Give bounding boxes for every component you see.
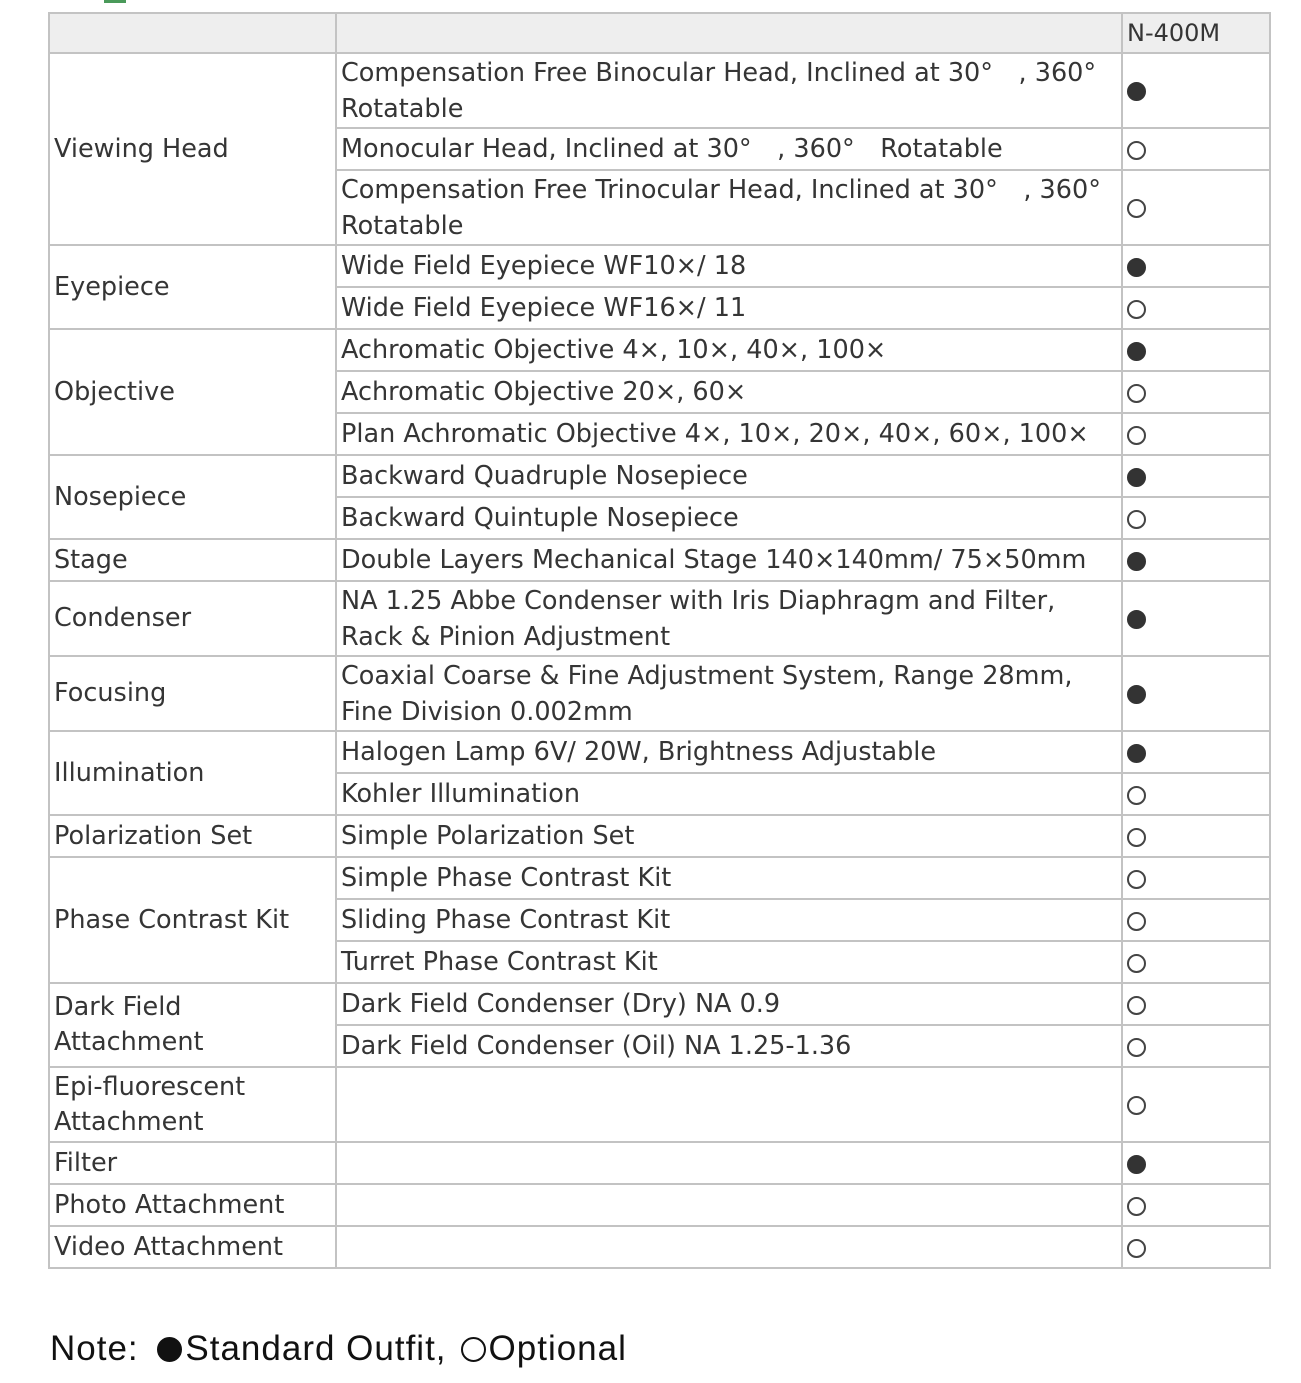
spec-table <box>48 12 1271 1269</box>
group-cell: Condenser <box>49 581 336 656</box>
filled-circle-icon <box>1127 468 1146 487</box>
table-row <box>49 53 1270 128</box>
model-availability-cell <box>1122 731 1270 773</box>
model-availability-cell <box>1122 1184 1270 1226</box>
model-availability-cell <box>1122 287 1270 329</box>
table-row <box>49 539 1270 581</box>
model-availability-cell <box>1122 983 1270 1025</box>
feature-cell: Coaxial Coarse & Fine Adjustment System, Range 28mm, Fine Division 0.002mm <box>336 656 1122 731</box>
group-cell: Dark Field Attachment <box>49 983 336 1067</box>
open-circle-icon <box>1127 300 1146 319</box>
feature-cell: Compensation Free Trinocular Head, Inclined at 30° , 360° Rotatable <box>336 170 1122 245</box>
feature-cell: Compensation Free Binocular Head, Inclined at 30° , 360° Rotatable <box>336 53 1122 128</box>
open-circle-icon <box>1127 870 1146 889</box>
table-row <box>49 455 1270 497</box>
feature-cell: Achromatic Objective 4×, 10×, 40×, 100× <box>336 329 1122 371</box>
feature-cell <box>336 1226 1122 1268</box>
open-circle-icon <box>1127 510 1146 529</box>
table-row <box>49 581 1270 656</box>
filled-circle-icon <box>1127 342 1146 361</box>
feature-cell: Sliding Phase Contrast Kit <box>336 899 1122 941</box>
open-circle-icon <box>1127 912 1146 931</box>
feature-cell: Dark Field Condenser (Oil) NA 1.25-1.36 <box>336 1025 1122 1067</box>
model-availability-cell <box>1122 815 1270 857</box>
legend-standard-label: Standard Outfit, <box>185 1329 447 1368</box>
model-availability-cell <box>1122 371 1270 413</box>
open-circle-icon <box>1127 199 1146 218</box>
model-availability-cell <box>1122 128 1270 170</box>
feature-cell: Backward Quadruple Nosepiece <box>336 455 1122 497</box>
open-circle-icon <box>1127 1197 1146 1216</box>
feature-cell: Wide Field Eyepiece WF10×/ 18 <box>336 245 1122 287</box>
model-availability-cell <box>1122 899 1270 941</box>
filled-circle-icon <box>1127 1155 1146 1174</box>
open-circle-icon <box>461 1337 486 1362</box>
open-circle-icon <box>1127 954 1146 973</box>
feature-cell: Simple Phase Contrast Kit <box>336 857 1122 899</box>
feature-cell: Plan Achromatic Objective 4×, 10×, 20×, 40×, 60×, 100× <box>336 413 1122 455</box>
group-cell: Focusing <box>49 656 336 731</box>
model-availability-cell <box>1122 170 1270 245</box>
model-availability-cell <box>1122 1067 1270 1142</box>
group-cell: Photo Attachment <box>49 1184 336 1226</box>
group-column-header <box>49 13 336 53</box>
model-availability-cell <box>1122 539 1270 581</box>
model-availability-cell <box>1122 455 1270 497</box>
group-cell: Epi-fluorescent Attachment <box>49 1067 336 1142</box>
model-availability-cell <box>1122 773 1270 815</box>
feature-cell: Kohler Illumination <box>336 773 1122 815</box>
top-accent-bar <box>104 0 126 3</box>
open-circle-icon <box>1127 384 1146 403</box>
model-availability-cell <box>1122 581 1270 656</box>
feature-cell: Monocular Head, Inclined at 30° , 360° Rotatable <box>336 128 1122 170</box>
open-circle-icon <box>1127 996 1146 1015</box>
table-row <box>49 329 1270 371</box>
table-row <box>49 1226 1270 1268</box>
legend-note <box>50 1327 627 1371</box>
table-row <box>49 983 1270 1025</box>
model-availability-cell <box>1122 1025 1270 1067</box>
table-header-row <box>49 13 1270 53</box>
table-row <box>49 1184 1270 1226</box>
open-circle-icon <box>1127 1096 1146 1115</box>
model-availability-cell <box>1122 1226 1270 1268</box>
model-availability-cell <box>1122 1142 1270 1184</box>
model-availability-cell <box>1122 413 1270 455</box>
table-row <box>49 815 1270 857</box>
group-cell: Eyepiece <box>49 245 336 329</box>
model-availability-cell <box>1122 656 1270 731</box>
table-body <box>49 53 1270 1268</box>
group-cell: Video Attachment <box>49 1226 336 1268</box>
group-cell: Illumination <box>49 731 336 815</box>
feature-cell <box>336 1142 1122 1184</box>
filled-circle-icon <box>157 1337 182 1362</box>
feature-cell <box>336 1184 1122 1226</box>
table-row <box>49 857 1270 899</box>
group-cell: Filter <box>49 1142 336 1184</box>
filled-circle-icon <box>1127 744 1146 763</box>
filled-circle-icon <box>1127 258 1146 277</box>
legend-prefix: Note: <box>50 1329 150 1368</box>
filled-circle-icon <box>1127 610 1146 629</box>
filled-circle-icon <box>1127 685 1146 704</box>
model-availability-cell <box>1122 53 1270 128</box>
open-circle-icon <box>1127 141 1146 160</box>
feature-cell: Simple Polarization Set <box>336 815 1122 857</box>
feature-cell: Dark Field Condenser (Dry) NA 0.9 <box>336 983 1122 1025</box>
model-availability-cell <box>1122 497 1270 539</box>
model-column-header: N-400M <box>1122 13 1270 53</box>
group-cell: Polarization Set <box>49 815 336 857</box>
model-availability-cell <box>1122 245 1270 287</box>
table-row <box>49 656 1270 731</box>
feature-cell: Halogen Lamp 6V/ 20W, Brightness Adjustable <box>336 731 1122 773</box>
model-availability-cell <box>1122 857 1270 899</box>
group-cell: Phase Contrast Kit <box>49 857 336 983</box>
open-circle-icon <box>1127 1038 1146 1057</box>
filled-circle-icon <box>1127 82 1146 101</box>
model-availability-cell <box>1122 329 1270 371</box>
feature-cell: Wide Field Eyepiece WF16×/ 11 <box>336 287 1122 329</box>
feature-cell <box>336 1067 1122 1142</box>
table-row <box>49 731 1270 773</box>
filled-circle-icon <box>1127 552 1146 571</box>
legend-optional-label: Optional <box>488 1329 627 1368</box>
open-circle-icon <box>1127 828 1146 847</box>
feature-cell: NA 1.25 Abbe Condenser with Iris Diaphragm and Filter, Rack & Pinion Adjustment <box>336 581 1122 656</box>
group-cell: Nosepiece <box>49 455 336 539</box>
open-circle-icon <box>1127 786 1146 805</box>
feature-cell: Double Layers Mechanical Stage 140×140mm/ 75×50mm <box>336 539 1122 581</box>
table-row <box>49 245 1270 287</box>
feature-cell: Turret Phase Contrast Kit <box>336 941 1122 983</box>
group-cell: Viewing Head <box>49 53 336 245</box>
feature-column-header <box>336 13 1122 53</box>
open-circle-icon <box>1127 1239 1146 1258</box>
table-row <box>49 1067 1270 1142</box>
group-cell: Stage <box>49 539 336 581</box>
feature-cell: Achromatic Objective 20×, 60× <box>336 371 1122 413</box>
model-availability-cell <box>1122 941 1270 983</box>
open-circle-icon <box>1127 426 1146 445</box>
feature-cell: Backward Quintuple Nosepiece <box>336 497 1122 539</box>
group-cell: Objective <box>49 329 336 455</box>
table-row <box>49 1142 1270 1184</box>
